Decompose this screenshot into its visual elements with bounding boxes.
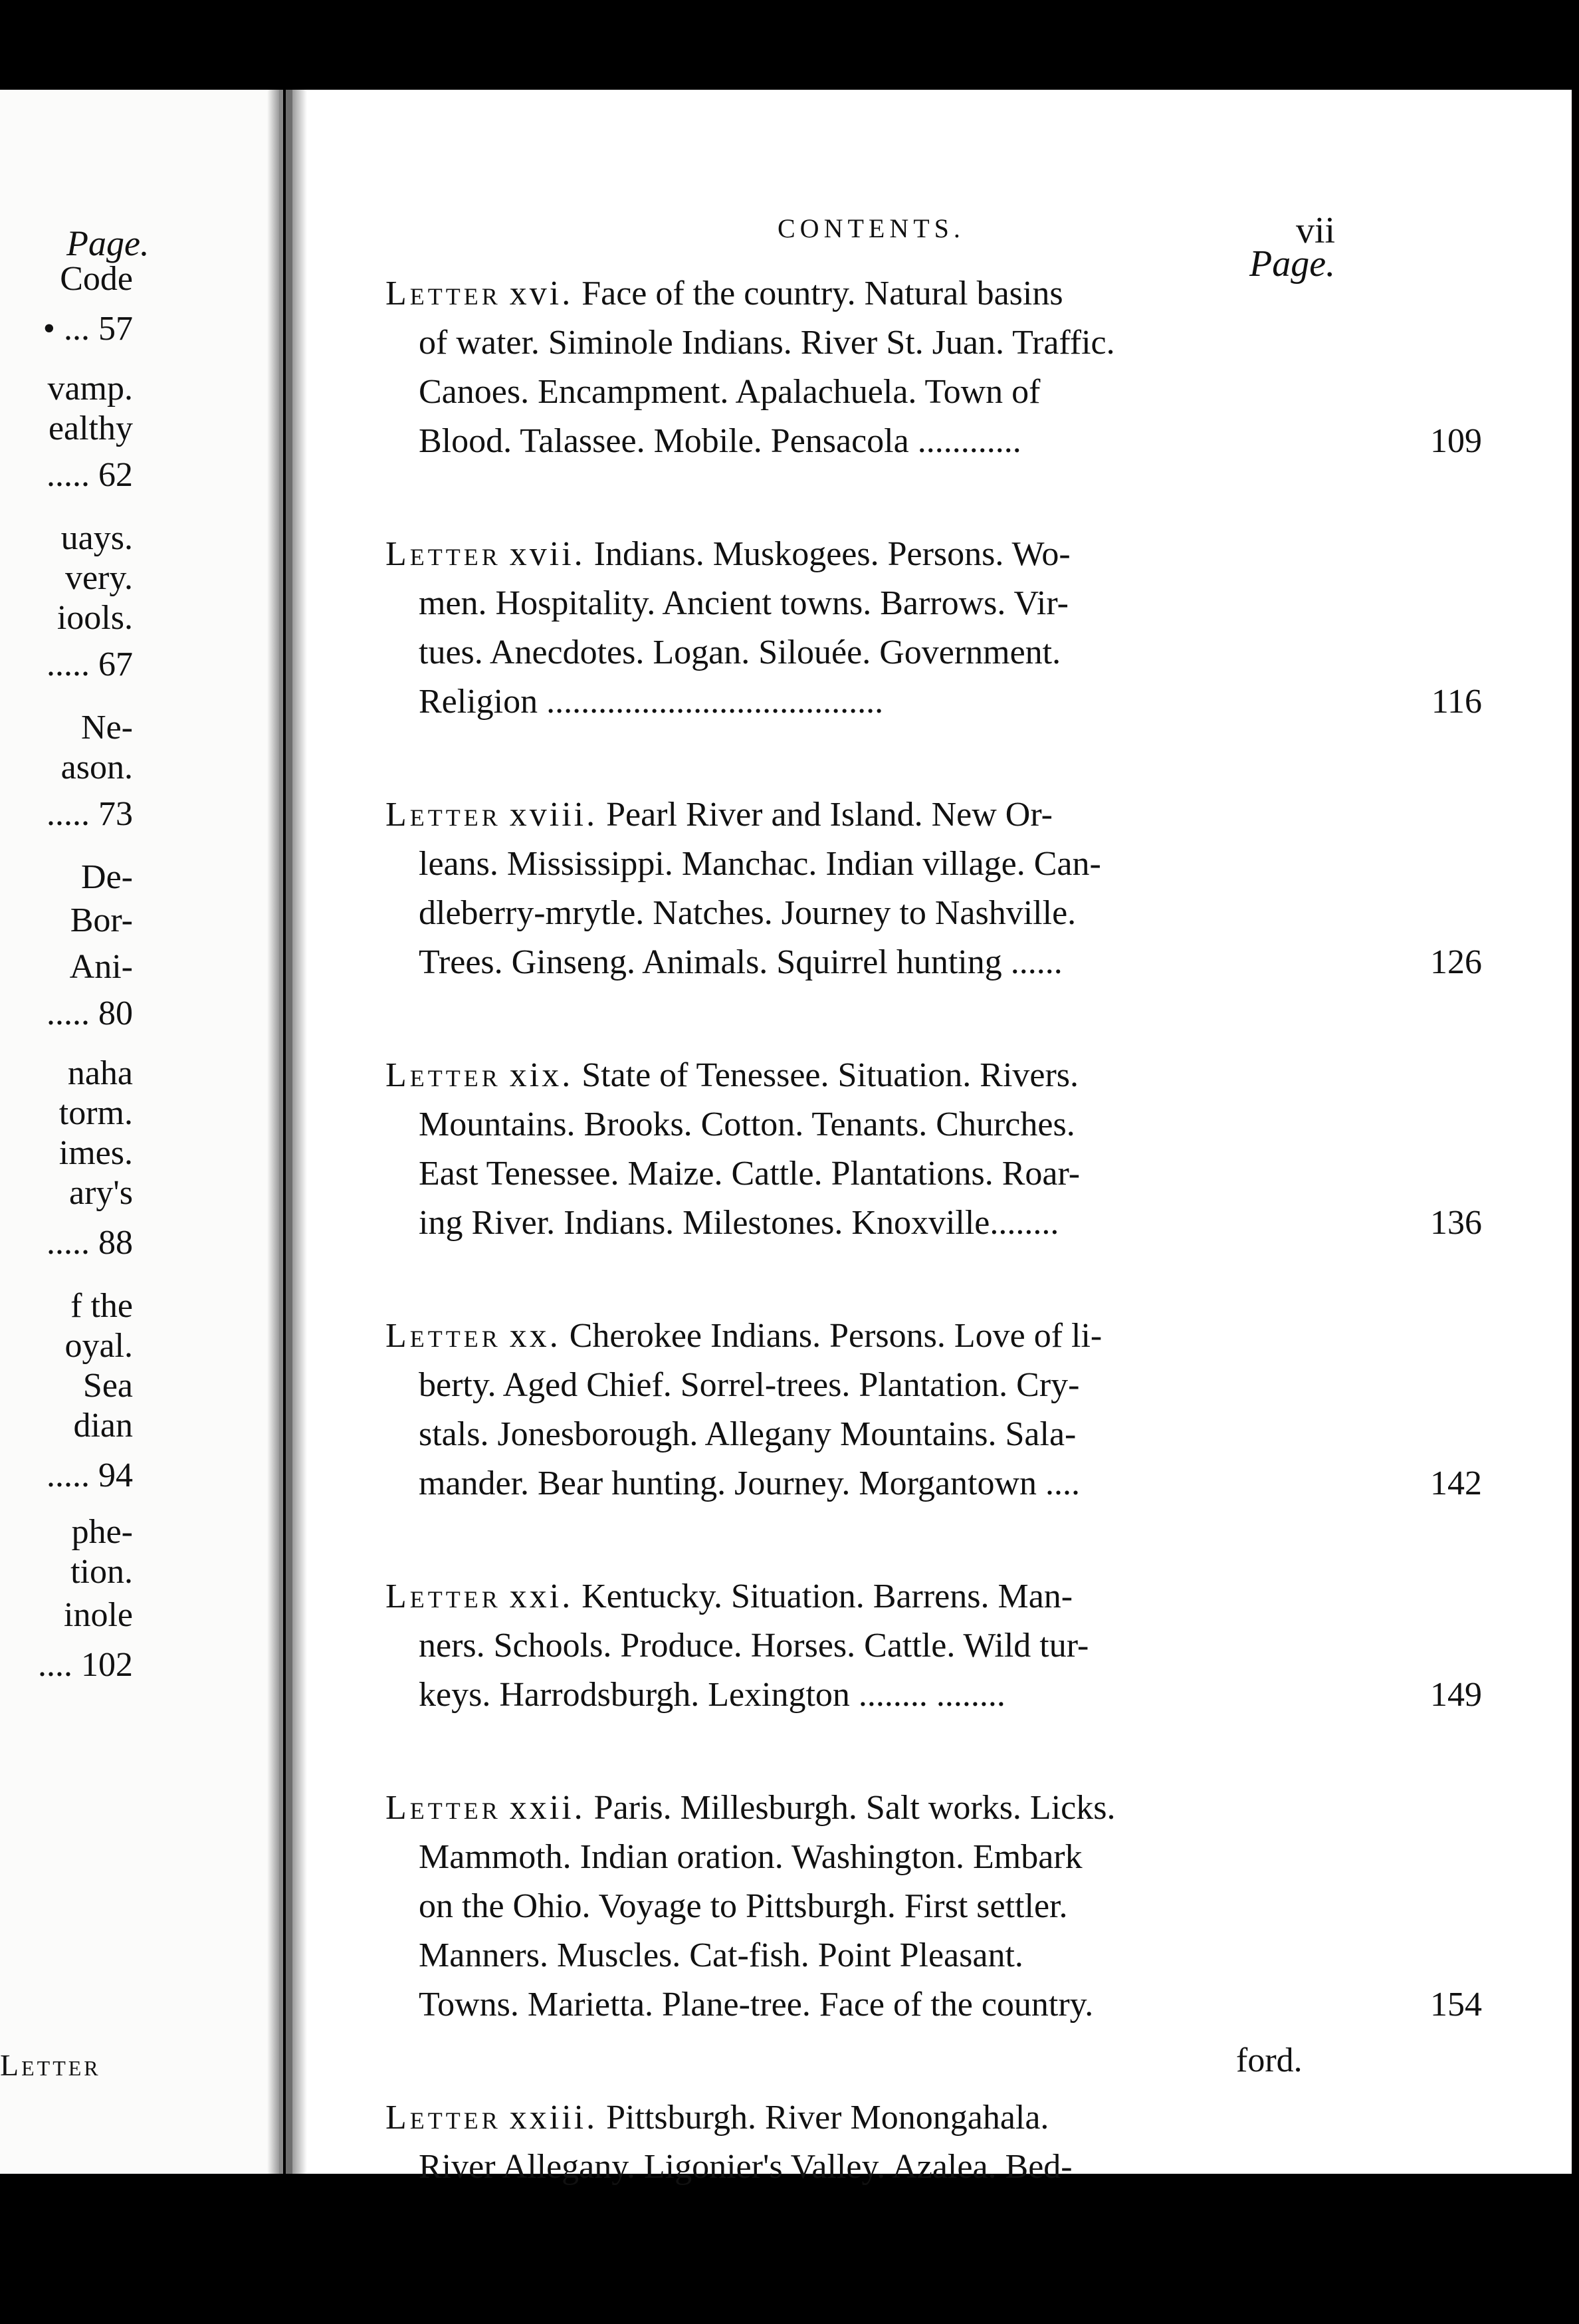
letter-number: xxi.: [509, 1577, 574, 1615]
entry-line: [385, 1410, 1409, 1459]
entry-text: ing River. Indians. Milestones. Knoxville........: [419, 1204, 1059, 1242]
entry-line: [385, 1931, 1409, 1980]
entry-line: [385, 1882, 1409, 1931]
entry-text: Manners. Muscles. Cat-fish. Point Pleasant.: [419, 1936, 1023, 1974]
left-page-line: ..... 67: [47, 645, 133, 683]
left-page-line: very.: [64, 559, 133, 597]
folio-number: vii: [1296, 210, 1336, 251]
letter-number: xix.: [509, 1056, 574, 1094]
left-page-line: ..... 80: [47, 994, 133, 1032]
entry-text: on the Ohio. Voyage to Pittsburgh. First settler.: [419, 1887, 1068, 1925]
entry-line: [385, 677, 1482, 727]
entry-text: Mountains. Brooks. Cotton. Tenants. Churches.: [419, 1105, 1075, 1143]
entry-text: dleberry-mrytle. Natches. Journey to Nashville.: [419, 894, 1077, 932]
entry-line: [385, 2093, 1409, 2143]
entry-page-number: 149: [1430, 1676, 1482, 1714]
letter-number: xxii.: [509, 1789, 585, 1827]
entry-line: [385, 1784, 1409, 1833]
entry-text: Face of the country. Natural basins: [581, 275, 1063, 312]
entry-line: [385, 269, 1409, 318]
entry-line: [385, 628, 1409, 677]
entry-line: [385, 790, 1409, 840]
contents-entry: [385, 1784, 1482, 2030]
left-page-line: Ne-: [81, 709, 133, 747]
contents-entry: [385, 2093, 1409, 2192]
left-page-line: dian: [73, 1407, 133, 1445]
left-page-line: .... 102: [38, 1646, 133, 1684]
entry-line: [385, 530, 1409, 579]
left-page-line: ..... 88: [47, 1224, 133, 1262]
contents-entry: [385, 1312, 1482, 1508]
contents-entry: [385, 790, 1482, 987]
left-page-line: oyal.: [64, 1327, 133, 1365]
entry-text: Mammoth. Indian oration. Washington. Embark: [419, 1838, 1083, 1876]
entry-page-number: 136: [1430, 1204, 1482, 1242]
entry-page-number: 126: [1430, 943, 1482, 981]
entry-line: [385, 889, 1409, 938]
entry-line: [385, 938, 1482, 987]
left-page-line: f the: [70, 1287, 133, 1325]
left-page-line: uays.: [60, 519, 133, 557]
page-fold-shadow: [292, 90, 307, 2174]
left-page-line: De-: [81, 858, 133, 896]
left-page-line: ealthy: [48, 409, 133, 447]
entry-line: [385, 1312, 1409, 1361]
letter-label: Letter: [385, 1056, 501, 1094]
letter-label: Letter: [385, 796, 501, 834]
entry-text: men. Hospitality. Ancient towns. Barrows. Vir-: [419, 584, 1069, 622]
entry-text: State of Tenessee. Situation. Rivers.: [581, 1056, 1079, 1094]
entry-text: Canoes. Encampment. Apalachuela. Town of: [419, 373, 1041, 411]
left-page-line: Sea: [82, 1367, 133, 1405]
entry-page-number: 116: [1431, 683, 1482, 721]
entry-line: [385, 1100, 1409, 1149]
entry-line: [385, 368, 1409, 417]
contents-entry: [385, 269, 1482, 466]
letter-label: Letter: [385, 535, 501, 573]
entry-text: tues. Anecdotes. Logan. Silouée. Government.: [419, 634, 1061, 671]
entry-line: [385, 1572, 1409, 1621]
left-page-line: ..... 73: [47, 795, 133, 833]
entry-text: East Tenessee. Maize. Cattle. Plantations. Roar-: [419, 1155, 1081, 1193]
contents-entry: [385, 1572, 1482, 1720]
contents-entry: [385, 1051, 1482, 1248]
left-page-line: vamp.: [47, 370, 133, 407]
left-page-line: ..... 94: [47, 1456, 133, 1494]
running-head: CONTENTS.: [778, 213, 965, 243]
entry-page-number: 154: [1430, 1986, 1482, 2024]
entry-line: [385, 1199, 1482, 1248]
left-page-line: Code: [60, 260, 133, 298]
entry-line: [385, 1671, 1482, 1720]
left-page-line: ary's: [68, 1174, 133, 1212]
entry-text: Pearl River and Island. New Or-: [606, 796, 1053, 834]
left-page-line: • ... 57: [43, 310, 133, 348]
entry-text: Trees. Ginseng. Animals. Squirrel hunting ......: [419, 943, 1063, 981]
left-page-line: tion.: [70, 1553, 133, 1591]
entry-line: [385, 1833, 1409, 1882]
continuation-word: ford.: [1236, 2041, 1303, 2079]
entry-text: Indians. Muskogees. Persons. Wo-: [593, 535, 1071, 573]
entry-text: of water. Siminole Indians. River St. Juan. Traffic.: [419, 324, 1115, 362]
entry-line: [385, 1980, 1482, 2030]
letter-number: xviii.: [509, 796, 598, 834]
left-page-line: torm.: [58, 1094, 133, 1132]
entry-line: [385, 579, 1409, 628]
entry-line: [385, 417, 1482, 466]
contents-page: [286, 90, 1572, 2186]
entry-line: [385, 840, 1409, 889]
letter-label: Letter: [385, 275, 501, 312]
letter-number: xvii.: [509, 535, 585, 573]
contents-entries: [385, 269, 1482, 2256]
left-page-line: Ani-: [69, 948, 133, 986]
left-page-line: naha: [67, 1054, 133, 1092]
entry-line: [385, 1149, 1409, 1199]
entry-text: Paris. Millesburgh. Salt works. Licks.: [593, 1789, 1116, 1827]
entry-text: stals. Jonesborough. Allegany Mountains. Sala-: [419, 1415, 1077, 1453]
left-page-line: inole: [64, 1596, 133, 1634]
entry-line: [385, 318, 1409, 368]
entry-text: Pittsburgh. River Monongahala.: [606, 2099, 1049, 2137]
entry-text: leans. Mississippi. Manchac. Indian village. Can-: [419, 845, 1101, 883]
left-page-line: iools.: [56, 599, 133, 637]
entry-text: keys. Harrodsburgh. Lexington ........ ........: [419, 1676, 1005, 1714]
entry-line: [385, 2143, 1409, 2192]
entry-text: Kentucky. Situation. Barrens. Man-: [581, 1577, 1073, 1615]
letter-label: Letter: [385, 1577, 501, 1615]
entry-line: [385, 1621, 1409, 1671]
left-page-line: Bor-: [70, 901, 133, 939]
left-page-line: imes.: [58, 1134, 133, 1172]
entry-text: Towns. Marietta. Plane-tree. Face of the country.: [419, 1986, 1094, 2024]
entry-text: River Allegany. Ligonier's Valley. Azalea. Bed-: [419, 2148, 1073, 2186]
left-page-label: Page.: [66, 223, 150, 263]
entry-text: berty. Aged Chief. Sorrel-trees. Plantation. Cry-: [419, 1366, 1080, 1404]
letter-label: Letter: [385, 2099, 501, 2137]
entry-line: [385, 1051, 1409, 1100]
entry-text: Cherokee Indians. Persons. Love of li-: [569, 1317, 1103, 1355]
entry-text: ners. Schools. Produce. Horses. Cattle. Wild tur-: [419, 1627, 1089, 1665]
entry-text: mander. Bear hunting. Journey. Morgantown ....: [419, 1464, 1081, 1502]
gutter-shadow: [267, 90, 279, 2174]
left-page-catchword: Letter: [0, 2048, 101, 2082]
entry-text: Religion .......................................: [419, 683, 884, 721]
letter-label: Letter: [385, 1789, 501, 1827]
entry-line: [385, 1361, 1409, 1410]
left-page-line: ason.: [60, 749, 133, 786]
letter-number: xx.: [509, 1317, 561, 1355]
entry-page-number: 109: [1430, 422, 1482, 460]
page-column-label: Page.: [1249, 243, 1336, 285]
entry-page-number: 142: [1430, 1464, 1482, 1502]
previous-page-strip: [0, 90, 283, 2174]
letter-number: xvi.: [509, 275, 574, 312]
contents-entry: [385, 530, 1482, 727]
letter-number: xxiii.: [509, 2099, 598, 2137]
left-page-line: phe-: [71, 1513, 133, 1551]
letter-label: Letter: [385, 1317, 501, 1355]
entry-text: Blood. Talassee. Mobile. Pensacola ............: [419, 422, 1021, 460]
left-page-line: ..... 62: [47, 456, 133, 494]
entry-line: [385, 1459, 1482, 1508]
